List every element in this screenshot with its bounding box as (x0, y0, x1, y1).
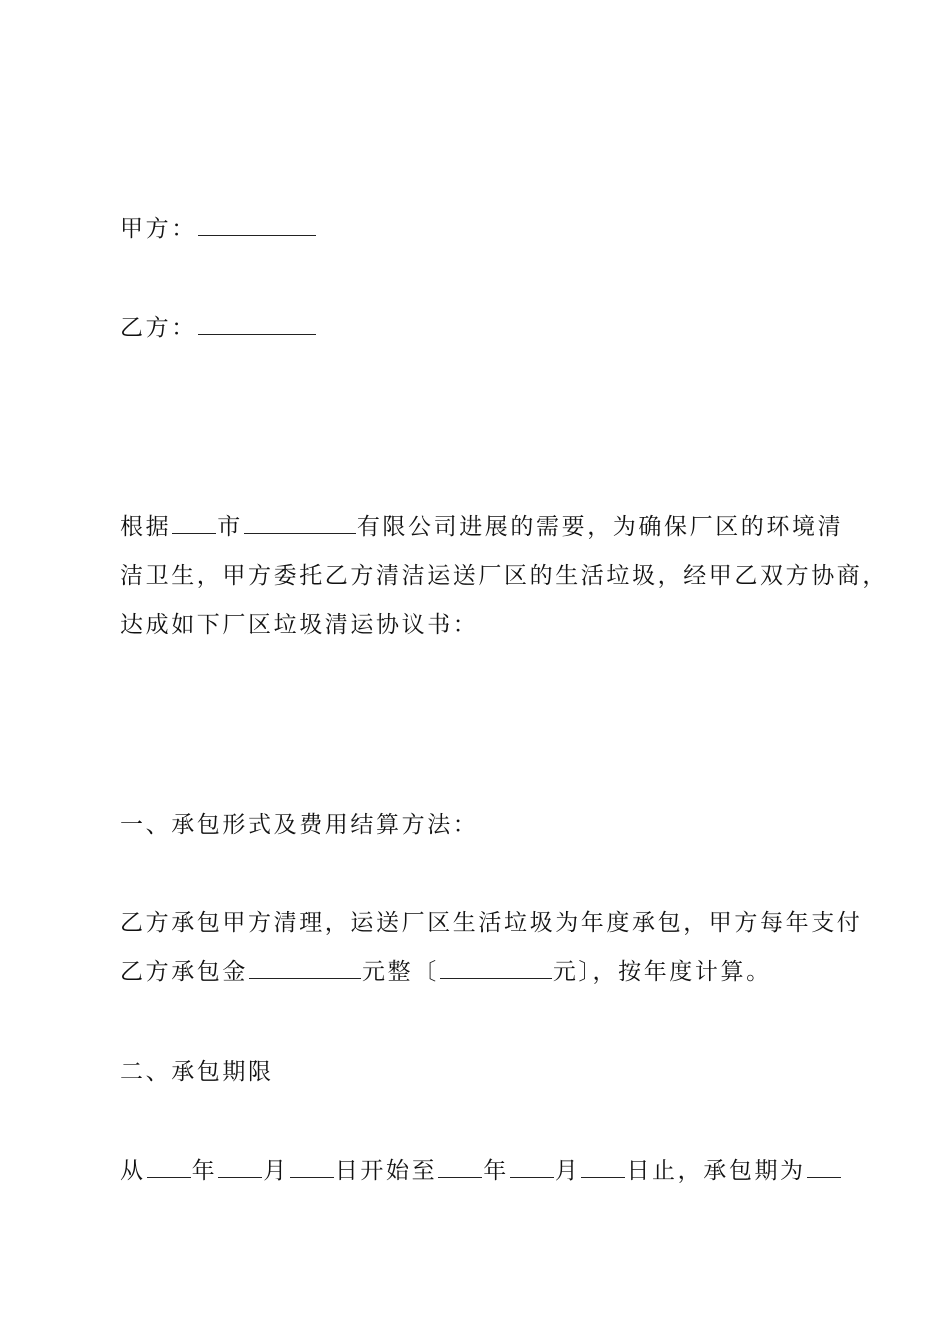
section-1-text-4: 元〕，按年度计算。 (552, 959, 772, 985)
intro-text-1: 根据 (120, 514, 172, 540)
intro-text-5: 达成如下厂区垃圾清运协议书： (120, 612, 479, 638)
term-text-year-1: 年 (191, 1158, 218, 1184)
section-1-text-3: 元整〔 (362, 959, 439, 985)
company-blank (244, 532, 356, 534)
fee-number-blank (440, 977, 552, 979)
party-b-blank (198, 333, 316, 335)
section-1-line-1 (120, 908, 863, 938)
party-b-label: 乙方： (120, 315, 197, 341)
party-a-line (120, 214, 840, 244)
intro-text-4: 洁卫生，甲方委托乙方清洁运送厂区的生活垃圾，经甲乙双方协商， (120, 563, 888, 589)
section-2-title: 二、承包期限 (120, 1059, 274, 1085)
intro-text-3: 有限公司进展的需要，为确保厂区的环境清 (356, 514, 844, 540)
term-text-from: 从 (120, 1158, 146, 1184)
term-text-year-2: 年 (483, 1158, 509, 1184)
fee-amount-blank (249, 977, 361, 979)
start-year-blank (147, 1176, 191, 1178)
section-1-heading (120, 810, 840, 840)
start-day-blank (290, 1176, 334, 1178)
party-a-blank (198, 234, 316, 236)
intro-line-1 (120, 512, 844, 542)
section-1-line-2 (120, 957, 840, 987)
intro-text-2: 市 (217, 514, 243, 540)
end-year-blank (438, 1176, 482, 1178)
term-length-blank (807, 1176, 841, 1178)
term-text-end: 日止，承包期为 (626, 1158, 806, 1184)
start-month-blank (218, 1176, 262, 1178)
section-1-text-2: 乙方承包金 (120, 959, 248, 985)
section-2-heading (120, 1057, 840, 1087)
term-text-month-2: 月 (554, 1158, 581, 1184)
party-a-label: 甲方： (120, 216, 197, 242)
term-text-month-1: 月 (263, 1158, 289, 1184)
section-1-title: 一、承包形式及费用结算方法： (120, 812, 479, 838)
section-1-text-1: 乙方承包甲方清理，运送厂区生活垃圾为年度承包，甲方每年支付 (120, 910, 863, 936)
end-month-blank (510, 1176, 554, 1178)
city-blank (172, 532, 216, 534)
term-text-start: 日开始至 (334, 1158, 438, 1184)
party-b-line (120, 313, 840, 343)
end-day-blank (581, 1176, 625, 1178)
intro-line-3 (120, 610, 840, 640)
intro-line-2 (120, 561, 888, 591)
term-line (120, 1156, 840, 1186)
